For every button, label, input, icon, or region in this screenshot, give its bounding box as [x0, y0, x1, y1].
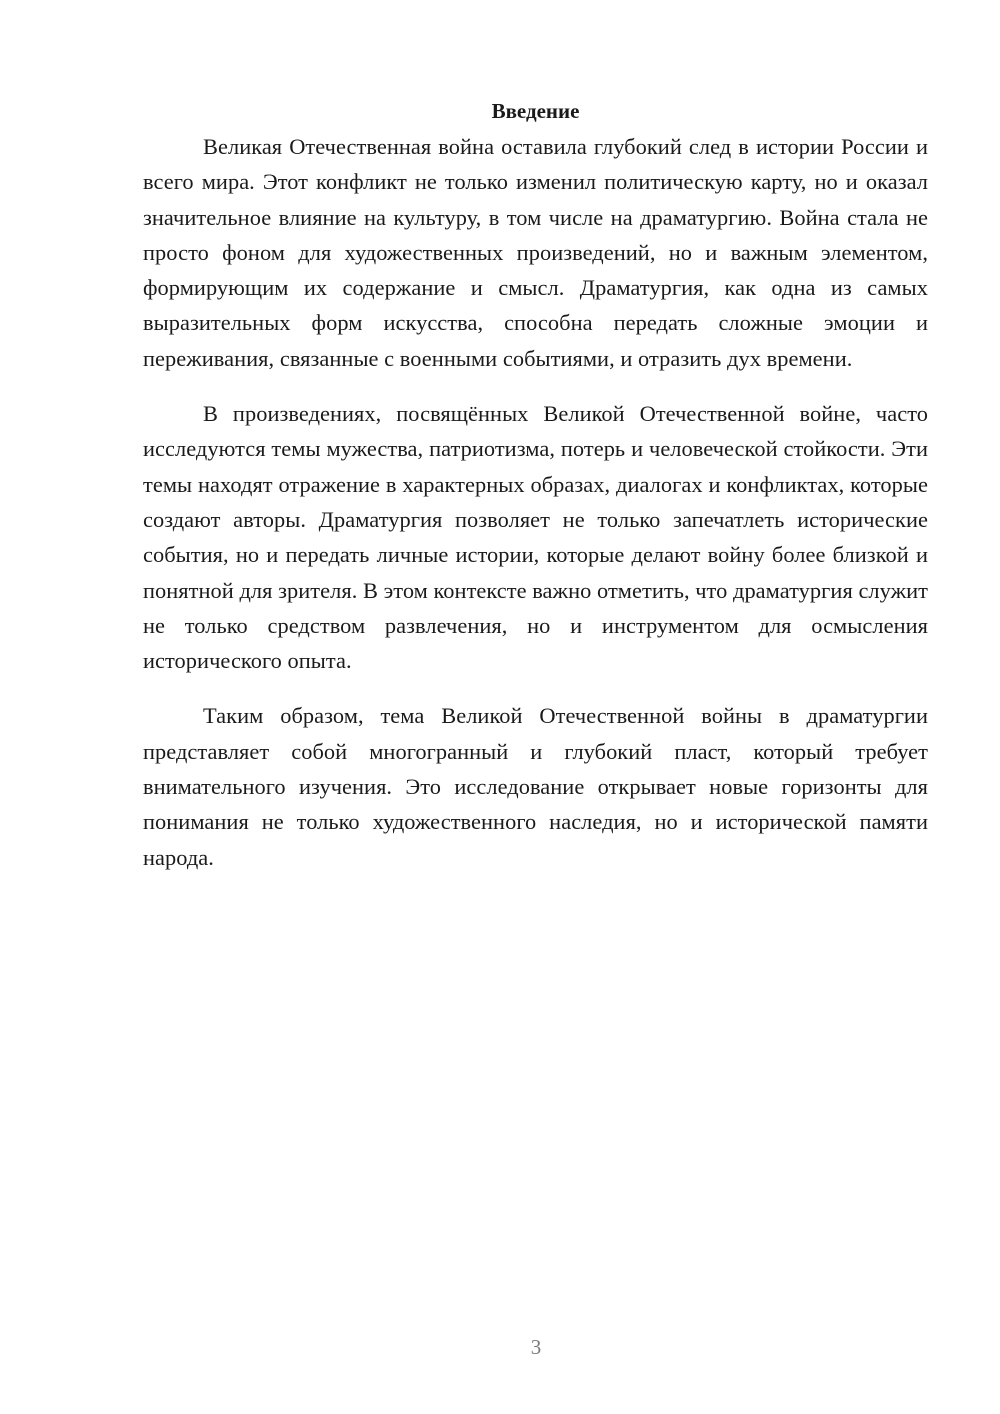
- paragraph-3: Таким образом, тема Великой Отечественной войны в драматургии представляет собой многогранный и глубокий пласт, который требует внимательного изучения. Это исследование открывает новые горизонты для понимания не только художественного наследия, но и исторической памяти народа.: [143, 703, 928, 870]
- page-content: [143, 96, 928, 895]
- paragraph-1: Великая Отечественная война оставила глубокий след в истории России и всего мира. Этот конфликт не только изменил политическую карту, но и оказал значительное влияние на культуру, в том числе на драматургию. Война стала не просто фоном для художественных произведений, но и важным элементом, формирующим их содержание и смысл. Драматургия, как одна из самых выразительных форм искусства, способна передать сложные эмоции и переживания, связанные с военными событиями, и отразить дух времени.: [143, 134, 928, 371]
- paragraph-2: В произведениях, посвящённых Великой Отечественной войне, часто исследуются темы мужества, патриотизма, потерь и человеческой стойкости. Эти темы находят отражение в характерных образах, диалогах и конфликтах, которые создают авторы. Драматургия позволяет не только запечатлеть исторические события, но и передать личные истории, которые делают войну более близкой и понятной для зрителя. В этом контексте важно отметить, что драматургия служит не только средством развлечения, но и инструментом для осмысления исторического опыта.: [143, 401, 928, 674]
- page-number: 3: [530, 1335, 542, 1359]
- section-heading: Введение: [491, 99, 580, 123]
